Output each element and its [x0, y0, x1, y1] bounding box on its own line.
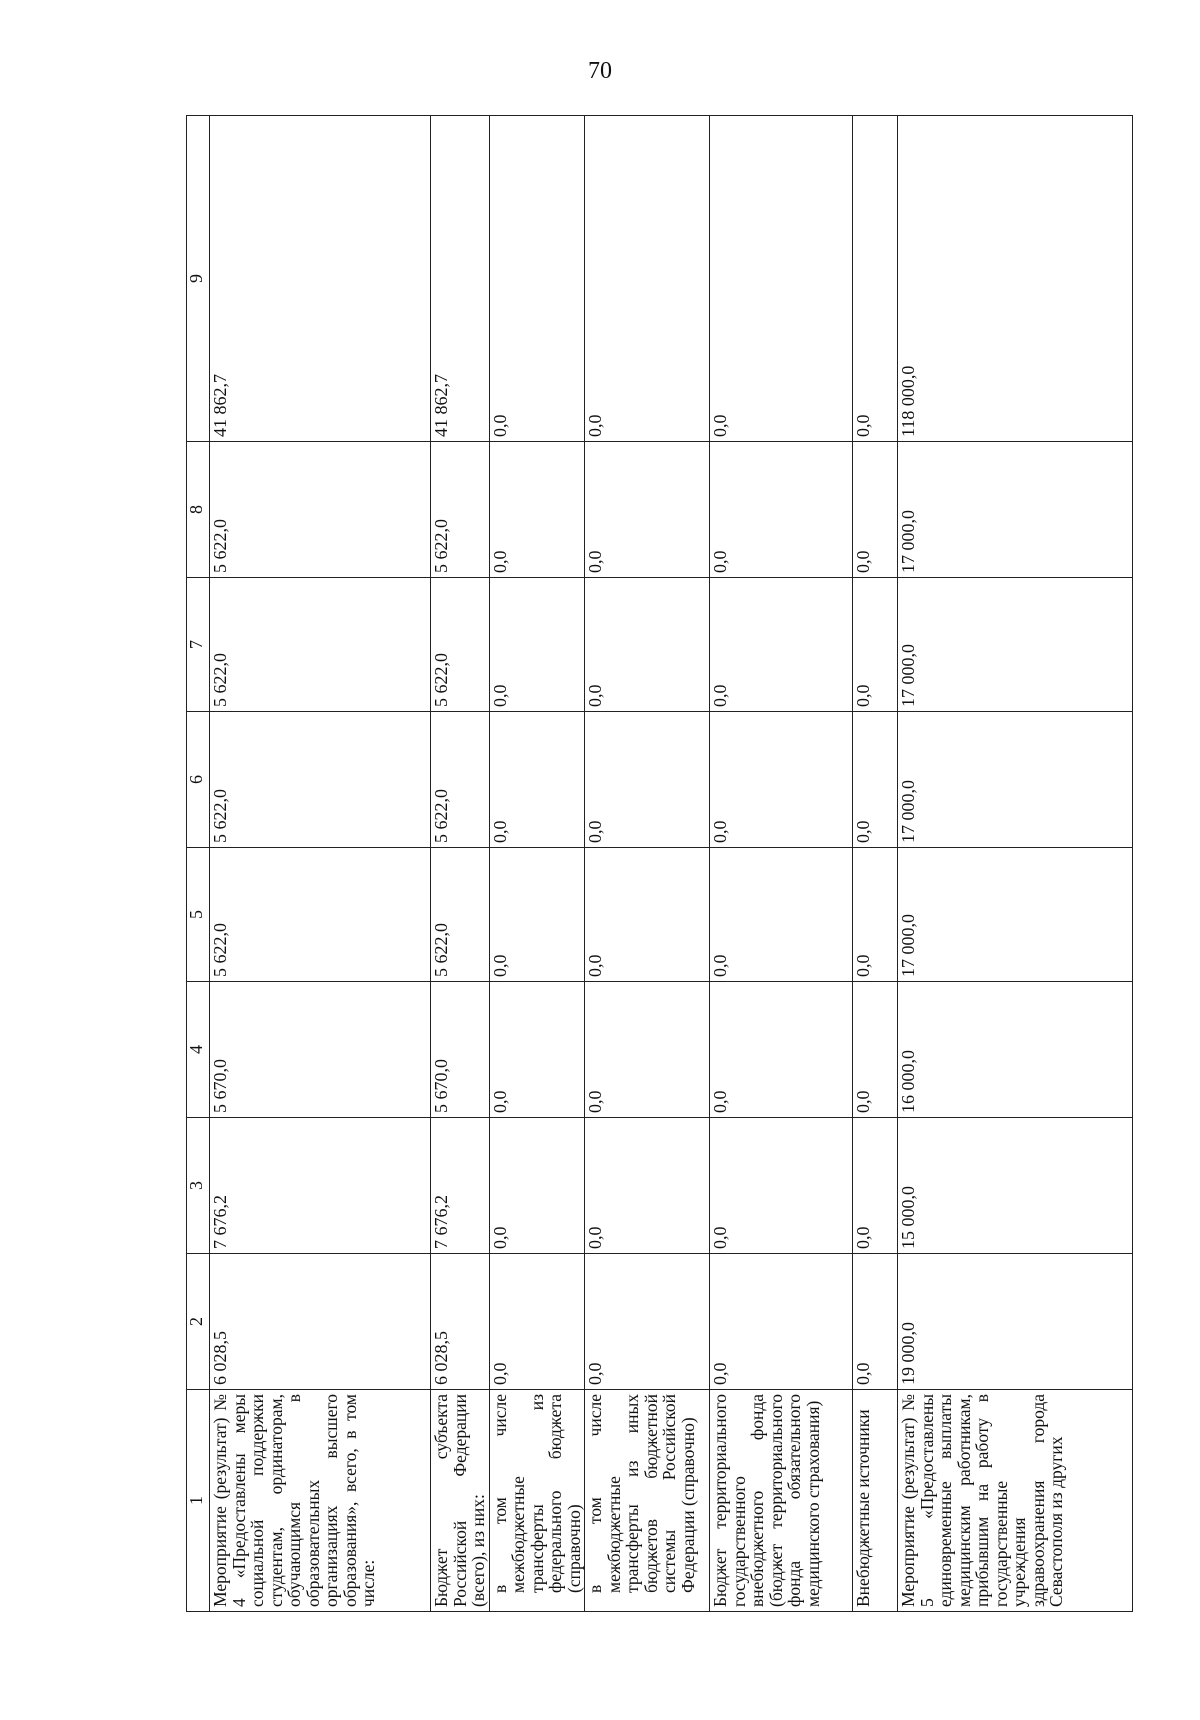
table-cell: 0,0 — [585, 712, 710, 848]
column-header-4: 4 — [187, 982, 210, 1118]
table-cell: 118 000,0 — [898, 116, 1133, 442]
table-cell: 0,0 — [710, 442, 853, 578]
table-cell: 0,0 — [585, 848, 710, 982]
table-cell: 0,0 — [853, 442, 898, 578]
table-cell: 0,0 — [489, 116, 585, 442]
table-cell: 0,0 — [585, 116, 710, 442]
row-label: Внебюджетные источники — [853, 1390, 898, 1612]
table-cell: 17 000,0 — [898, 848, 1133, 982]
table-cell: 5 670,0 — [431, 982, 490, 1118]
table-cell: 6 028,5 — [431, 1254, 490, 1390]
table-row — [898, 116, 1133, 1612]
column-header-9: 9 — [187, 116, 210, 442]
table-cell: 17 000,0 — [898, 712, 1133, 848]
table-cell: 0,0 — [853, 1254, 898, 1390]
table-cell: 0,0 — [489, 712, 585, 848]
table-cell: 5 622,0 — [210, 712, 431, 848]
table-cell: 5 622,0 — [210, 442, 431, 578]
table-cell: 0,0 — [710, 982, 853, 1118]
table-cell: 0,0 — [710, 578, 853, 712]
table-cell: 0,0 — [489, 1254, 585, 1390]
column-header-3: 3 — [187, 1118, 210, 1254]
table-cell: 5 622,0 — [210, 848, 431, 982]
table-cell: 41 862,7 — [431, 116, 490, 442]
column-header-5: 5 — [187, 848, 210, 982]
header-row — [187, 116, 210, 1612]
table-cell: 6 028,5 — [210, 1254, 431, 1390]
table-row — [210, 116, 431, 1612]
table-cell: 0,0 — [710, 1118, 853, 1254]
table-cell: 5 622,0 — [210, 578, 431, 712]
table-cell: 5 622,0 — [431, 578, 490, 712]
table-cell: 0,0 — [853, 848, 898, 982]
table-cell: 41 862,7 — [210, 116, 431, 442]
table-row — [710, 116, 853, 1612]
table-cell: 7 676,2 — [431, 1118, 490, 1254]
table-cell: 0,0 — [853, 578, 898, 712]
table-cell: 0,0 — [585, 1254, 710, 1390]
table-row — [585, 116, 710, 1612]
table-row — [489, 116, 585, 1612]
rotated-table-container — [186, 116, 1096, 1612]
row-label: Мероприятие (результат) № 4 «Предоставлены меры социальной поддержки студентам, ординаторам, обучающимся в образовательных организациях высшего образования», всего, в том числе: — [210, 1390, 431, 1612]
row-label: Мероприятие (результат) № 5 «Предоставлены единовременные выплаты медицинским работникам, прибывшим на работу в государственные учреждения здравоохранения города Севастополя из других — [898, 1390, 1133, 1612]
column-header-6: 6 — [187, 712, 210, 848]
row-label: Бюджет субъекта Российской Федерации (всего), из них: — [431, 1390, 490, 1612]
table-row — [853, 116, 898, 1612]
table-cell: 0,0 — [585, 982, 710, 1118]
table-cell: 17 000,0 — [898, 578, 1133, 712]
table-cell: 5 622,0 — [431, 848, 490, 982]
table-cell: 19 000,0 — [898, 1254, 1133, 1390]
table-cell: 16 000,0 — [898, 982, 1133, 1118]
table-cell: 0,0 — [710, 848, 853, 982]
table-cell: 0,0 — [489, 1118, 585, 1254]
table-cell: 0,0 — [585, 442, 710, 578]
table-cell: 7 676,2 — [210, 1118, 431, 1254]
table-cell: 0,0 — [710, 712, 853, 848]
table-cell: 0,0 — [853, 1118, 898, 1254]
column-header-8: 8 — [187, 442, 210, 578]
table-cell: 15 000,0 — [898, 1118, 1133, 1254]
table-cell: 0,0 — [853, 982, 898, 1118]
budget-table — [186, 115, 1133, 1612]
table-cell: 0,0 — [853, 116, 898, 442]
column-header-1: 1 — [187, 1390, 210, 1612]
table-cell: 0,0 — [585, 1118, 710, 1254]
row-label: в том числе межбюджетные трансферты из федерального бюджета (справочно) — [489, 1390, 585, 1612]
table-cell: 17 000,0 — [898, 442, 1133, 578]
table-cell: 0,0 — [710, 1254, 853, 1390]
table-cell: 0,0 — [489, 848, 585, 982]
table-cell: 0,0 — [853, 712, 898, 848]
column-header-2: 2 — [187, 1254, 210, 1390]
table-cell: 0,0 — [489, 442, 585, 578]
row-label: в том числе межбюджетные трансферты из иных бюджетов бюджетной системы Российской Федерации (справочно) — [585, 1390, 710, 1612]
column-header-7: 7 — [187, 578, 210, 712]
table-cell: 5 622,0 — [431, 442, 490, 578]
table-cell: 5 670,0 — [210, 982, 431, 1118]
table-row — [431, 116, 490, 1612]
table-cell: 5 622,0 — [431, 712, 490, 848]
table-cell: 0,0 — [489, 578, 585, 712]
row-label: Бюджет территориального государственного внебюджетного фонда (бюджет территориального фонда обязательного медицинского страхования) — [710, 1390, 853, 1612]
table-cell: 0,0 — [489, 982, 585, 1118]
table-cell: 0,0 — [585, 578, 710, 712]
page-number: 70 — [588, 58, 612, 84]
table-cell: 0,0 — [710, 116, 853, 442]
